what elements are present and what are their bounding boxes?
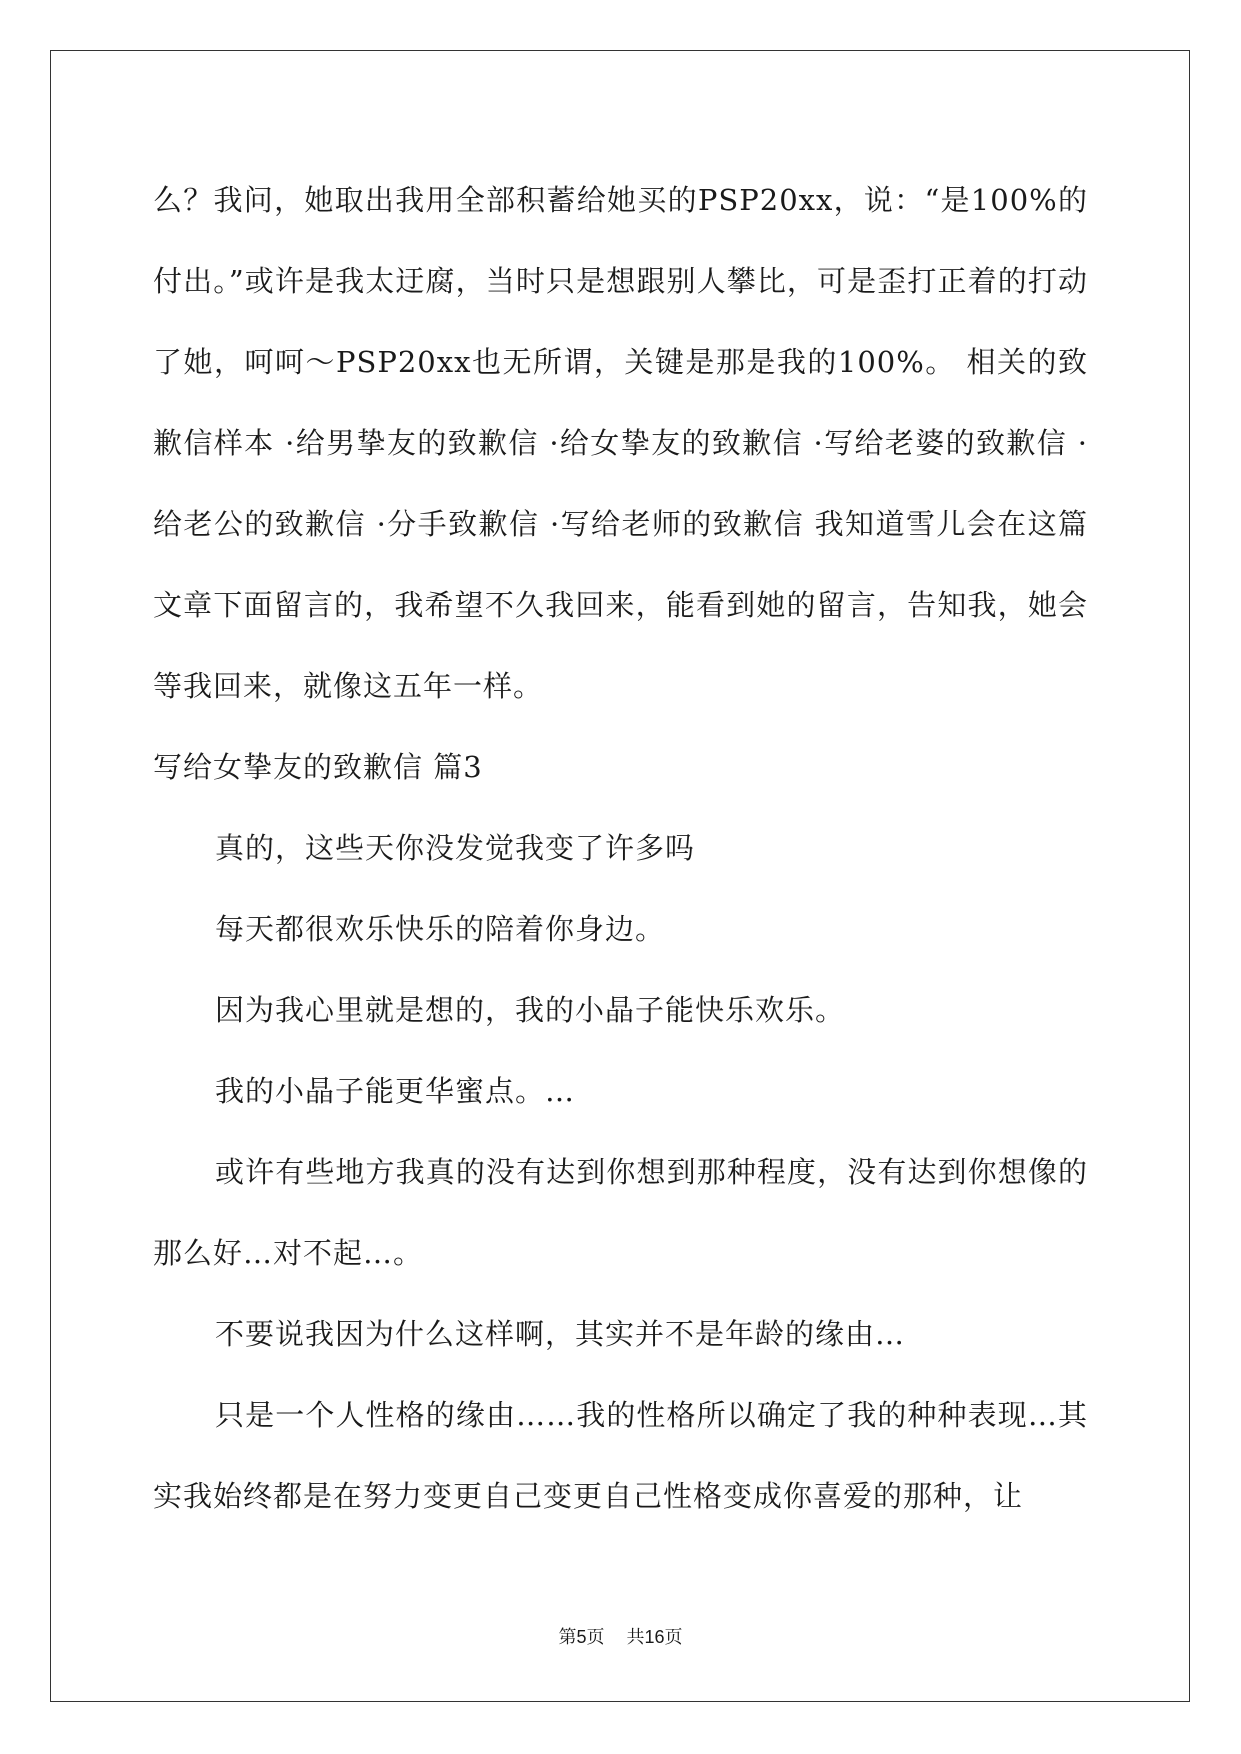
paragraph-continuation: 么？我问，她取出我用全部积蓄给她买的PSP20xx，说：“是100%的付出。”或许是我太迂腐，当时只是想跟别人攀比，可是歪打正着的打动了她，呵呵～PSP20xx也无所谓，关键是那是我的100%。 相关的致歉信样本 ·给男挚友的致歉信 ·给女挚友的致歉信 ·写给老婆的致歉信 ·给老公的致歉信 ·分手致歉信 ·写给老师的致歉信 我知道雪儿会在这篇文章下面留言的，我希望不久我回来，能看到她的留言，告知我，她会等我回来，就像这五年一样。	[153, 183, 1088, 703]
page-number-total: 16	[644, 1627, 665, 1647]
paragraph: 不要说我因为什么这样啊，其实并不是年龄的缘由…	[215, 1317, 906, 1351]
page-prefix: 第	[558, 1627, 577, 1648]
paragraph: 我的小晶子能更华蜜点。…	[215, 1074, 576, 1108]
total-suffix: 页	[664, 1627, 683, 1648]
page-number-current: 5	[576, 1627, 587, 1647]
document-body	[153, 160, 1088, 1537]
section-heading: 写给女挚友的致歉信 篇3	[153, 750, 483, 784]
paragraph: 只是一个人性格的缘由……我的性格所以确定了我的种种表现…其实我始终都是在努力变更自己变更自己性格变成你喜爱的那种，让	[153, 1398, 1088, 1513]
page-suffix: 页	[586, 1627, 605, 1648]
page-footer	[0, 1623, 1241, 1649]
paragraph: 或许有些地方我真的没有达到你想到那种程度，没有达到你想像的那么好…对不起…。	[153, 1155, 1088, 1270]
paragraph: 真的，这些天你没发觉我变了许多吗	[215, 831, 696, 865]
paragraph: 因为我心里就是想的，我的小晶子能快乐欢乐。	[215, 993, 846, 1027]
total-prefix: 共	[626, 1627, 645, 1648]
paragraph: 每天都很欢乐快乐的陪着你身边。	[215, 912, 666, 946]
